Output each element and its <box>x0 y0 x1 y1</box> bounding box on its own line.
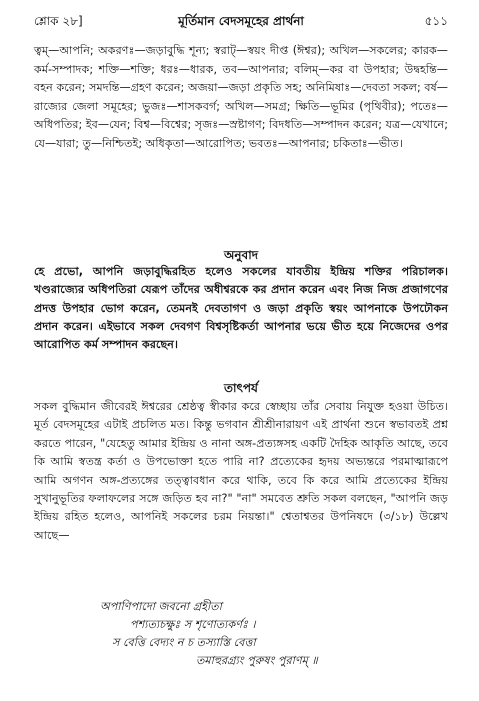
purport-text: সকল বুদ্ধিমান জীবেরই ঈশ্বরের শ্রেষ্ঠত্ব স্বীকার করে স্বেচ্ছায় তাঁর সেবায় নিযুক্ত হওয়া উচিত। মূর্ত বেদসমূহের এটাই প্রচলিত মত। কিন্তু ভগবান শ্রীশ্রীনারায়ণ এই প্রার্থনা শুনে স্বভাবতই প্রশ্ন করতে পারেন, "যেহেতু আমার ইন্দ্রিয় ও নানা অঙ্গ-প্রত্যঙ্গসহ একটি দৈহিক আকৃতি আছে, তবে কি আমি স্বতন্ত্র কর্তা ও উপভোক্তা হতে পারি না? প্রত্যেকের হৃদয় অভ্যন্তরে পরমাত্মারূপে আমি অগণন অঙ্গ-প্রত্যঙ্গের তত্ত্বাবধান করে থাকি, তবে কি করে আমি প্রত্যেকের ইন্দ্রিয় সুখানুভূতির ফলাফলের সঙ্গে জড়িত হব না?" "না" সমবেত শ্রুতি সকল বলছেন, "আপনি জড় ইন্দ্রিয় রহিত হলেও, আপনিই সকলের চরম নিয়ন্তা।" শ্বেতাশ্বতর উপনিষদে (৩/১৮) উল্লেখ আছে— <box>34 400 448 542</box>
quote-line-4: তমাহুরগ্র্যং পুরুষং পুরাণম্ ॥ <box>196 654 318 667</box>
quote-line-3: স বেত্তি বেদ্যং ন চ তস্যাস্তি বেত্তা <box>112 636 256 649</box>
synonyms-text: ত্বম্—আপনি; অকরণঃ—জড়াবুদ্ধি শূন্য; স্বরাট্—স্বয়ং দীপ্ত (ঈশ্বর); অখিল—সকলের; কারক—কর্ম-সম্পাদক; শক্তি—শক্তি; ধরঃ—ধারক, তব—আপনার; বলিম্—কর বা উপহার; উদ্বহন্তি—বহন করেন; সমদন্তি—গ্রহণ করেন; অজয়া—জড়া প্রকৃতি সহ; অনিমিষাঃ—দেবতা সকল; বর্ষ—রাজ্যের জেলা সমূহের; ভুজঃ—শাসকবর্গ; অখিল—সমগ্র; ক্ষিতি—ভূমির (পৃথিবীর); পতেঃ—অধিপতির; ইব—যেন; বিশ্ব—বিশ্বের; সৃজঃ—স্রষ্টাগণ; বিদধতি—সম্পাদন করেন; যত্র—যেখানে; যে—যারা; তু—নিশ্চিতই; অধিকৃতা—আরোপিত; ভবতঃ—আপনার; চকিতাঃ—ভীত। <box>34 44 448 150</box>
translation-section <box>34 263 448 354</box>
page-header <box>34 10 448 32</box>
quote-line-1: অপাণিপাদো জবনো গ্রহীতা <box>100 600 222 613</box>
chapter-title: মূর্তিমান বেদসমূহের প্রার্থনা <box>178 14 304 28</box>
purport-section <box>34 398 448 545</box>
quote-line-2: পশ্যত্যচক্ষুঃ স শৃণোত্যকর্ণঃ । <box>130 618 256 631</box>
page-number: ৫১১ <box>424 14 448 28</box>
purport-heading: তাৎপর্য <box>224 381 258 395</box>
translation-heading: অনুবাদ <box>223 248 259 262</box>
synonyms-section <box>34 42 448 154</box>
translation-text: হে প্রভো, আপনি জড়াবুদ্ধিরহিত হলেও সকলের যাবতীয় ইন্দ্রিয় শক্তির পরিচালক। খণ্ডরাজ্যের অধিপতিরা যেরূপ তাঁদের অধীশ্বরকে কর প্রদান করেন এবং নিজ নিজ প্রজাগণের প্রদত্ত উপহার ভোগ করেন, তেমনই দেবতাগণ ও জড়া প্রকৃতি স্বয়ং আপনাকে উপঢৌকন প্রদান করেন। এইভাবে সকল দেবগণ বিশ্বসৃষ্টিকর্তা আপনার ভয়ে ভীত হয়ে নিজেদের ওপর আরোপিত কর্ম সম্পাদন করছেন। <box>34 265 448 352</box>
verse-reference: শ্লোক ২৮] <box>34 14 83 28</box>
